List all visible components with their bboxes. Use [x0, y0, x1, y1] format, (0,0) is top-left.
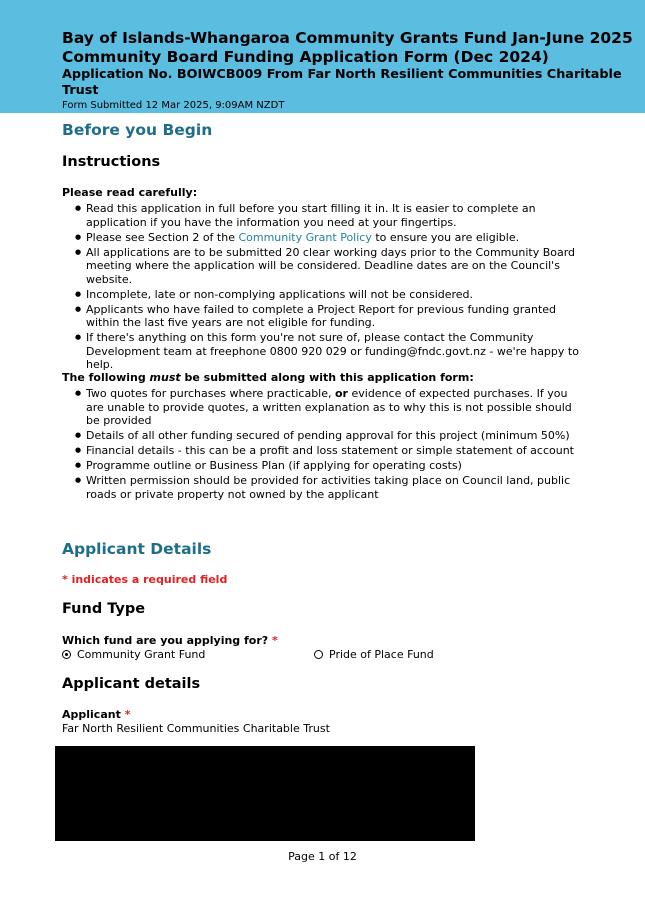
form-title-line1: Bay of Islands-Whangaroa Community Grants Fund Jan-June 2025 [62, 29, 633, 47]
list-item: ● Read this application in full before you start filling it in. It is easier to complete an application if you have the information you need at your fingertips. [78, 202, 583, 229]
list-item: ● Financial details - this can be a profit and loss statement or simple statement of account [78, 444, 583, 458]
instructions-list [78, 202, 583, 373]
instructions-heading: Instructions [62, 154, 161, 170]
radio-unselected-icon [314, 650, 323, 659]
page-number: Page 1 of 12 [288, 850, 357, 863]
list-item: ● Please see Section 2 of the Community Grant Policy to ensure you are eligible. [78, 231, 583, 245]
list-item: ● All applications are to be submitted 20 clear working days prior to the Community Board meeting where the application will be considered. Deadline dates are on the Council's website. [78, 246, 583, 287]
section-heading-applicant-details: Applicant Details [62, 540, 212, 558]
redacted-block [55, 746, 475, 841]
submitted-timestamp: Form Submitted 12 Mar 2025, 9:09AM NZDT [62, 100, 285, 111]
list-item: ● Written permission should be provided for activities taking place on Council land, public roads or private property not owned by the applicant [78, 474, 583, 501]
community-grant-policy-link[interactable]: Community Grant Policy [238, 230, 372, 244]
list-item: ● Details of all other funding secured of pending approval for this project (minimum 50%) [78, 429, 583, 443]
read-carefully-label: Please read carefully: [62, 186, 198, 199]
section-heading-before-you-begin: Before you Begin [62, 121, 213, 139]
required-mark: * [272, 634, 278, 647]
list-item: ● Two quotes for purchases where practicable, or evidence of expected purchases. If you are unable to provide quotes, a written explanation as to why this is not possible should be provided [78, 387, 583, 428]
form-header-banner [0, 0, 645, 113]
list-item: ● Programme outline or Business Plan (if applying for operating costs) [78, 459, 583, 473]
applicant-value: Far North Resilient Communities Charitable Trust [62, 722, 330, 735]
list-item: ● Incomplete, late or non-complying applications will not be considered. [78, 288, 583, 302]
fund-type-heading: Fund Type [62, 601, 146, 617]
radio-community-grant-fund[interactable] [62, 648, 205, 661]
application-number: Application No. BOIWCB009 From Far North Resilient Communities Charitable Trust [62, 67, 622, 98]
required-field-note: * indicates a required field [62, 573, 228, 586]
list-item: ● If there's anything on this form you're not sure of, please contact the Community Development team at freephone 0800 920 029 or funding@fndc.govt.nz - we're happy to help. [78, 331, 583, 372]
required-documents-list [78, 387, 583, 503]
radio-label: Community Grant Fund [77, 648, 206, 661]
radio-selected-icon [62, 650, 71, 659]
applicant-label: Applicant * [62, 708, 131, 721]
list-item: ● Applicants who have failed to complete a Project Report for previous funding granted within the last five years are not eligible for funding. [78, 303, 583, 330]
radio-pride-of-place-fund[interactable] [314, 648, 434, 661]
form-title-line2: Community Board Funding Application Form (Dec 2024) [62, 48, 549, 66]
radio-label: Pride of Place Fund [329, 648, 434, 661]
must-submit-label: The following must be submitted along with this application form: [62, 371, 474, 384]
applicant-details-heading: Applicant details [62, 676, 201, 692]
fund-question-label: Which fund are you applying for? * [62, 634, 278, 647]
